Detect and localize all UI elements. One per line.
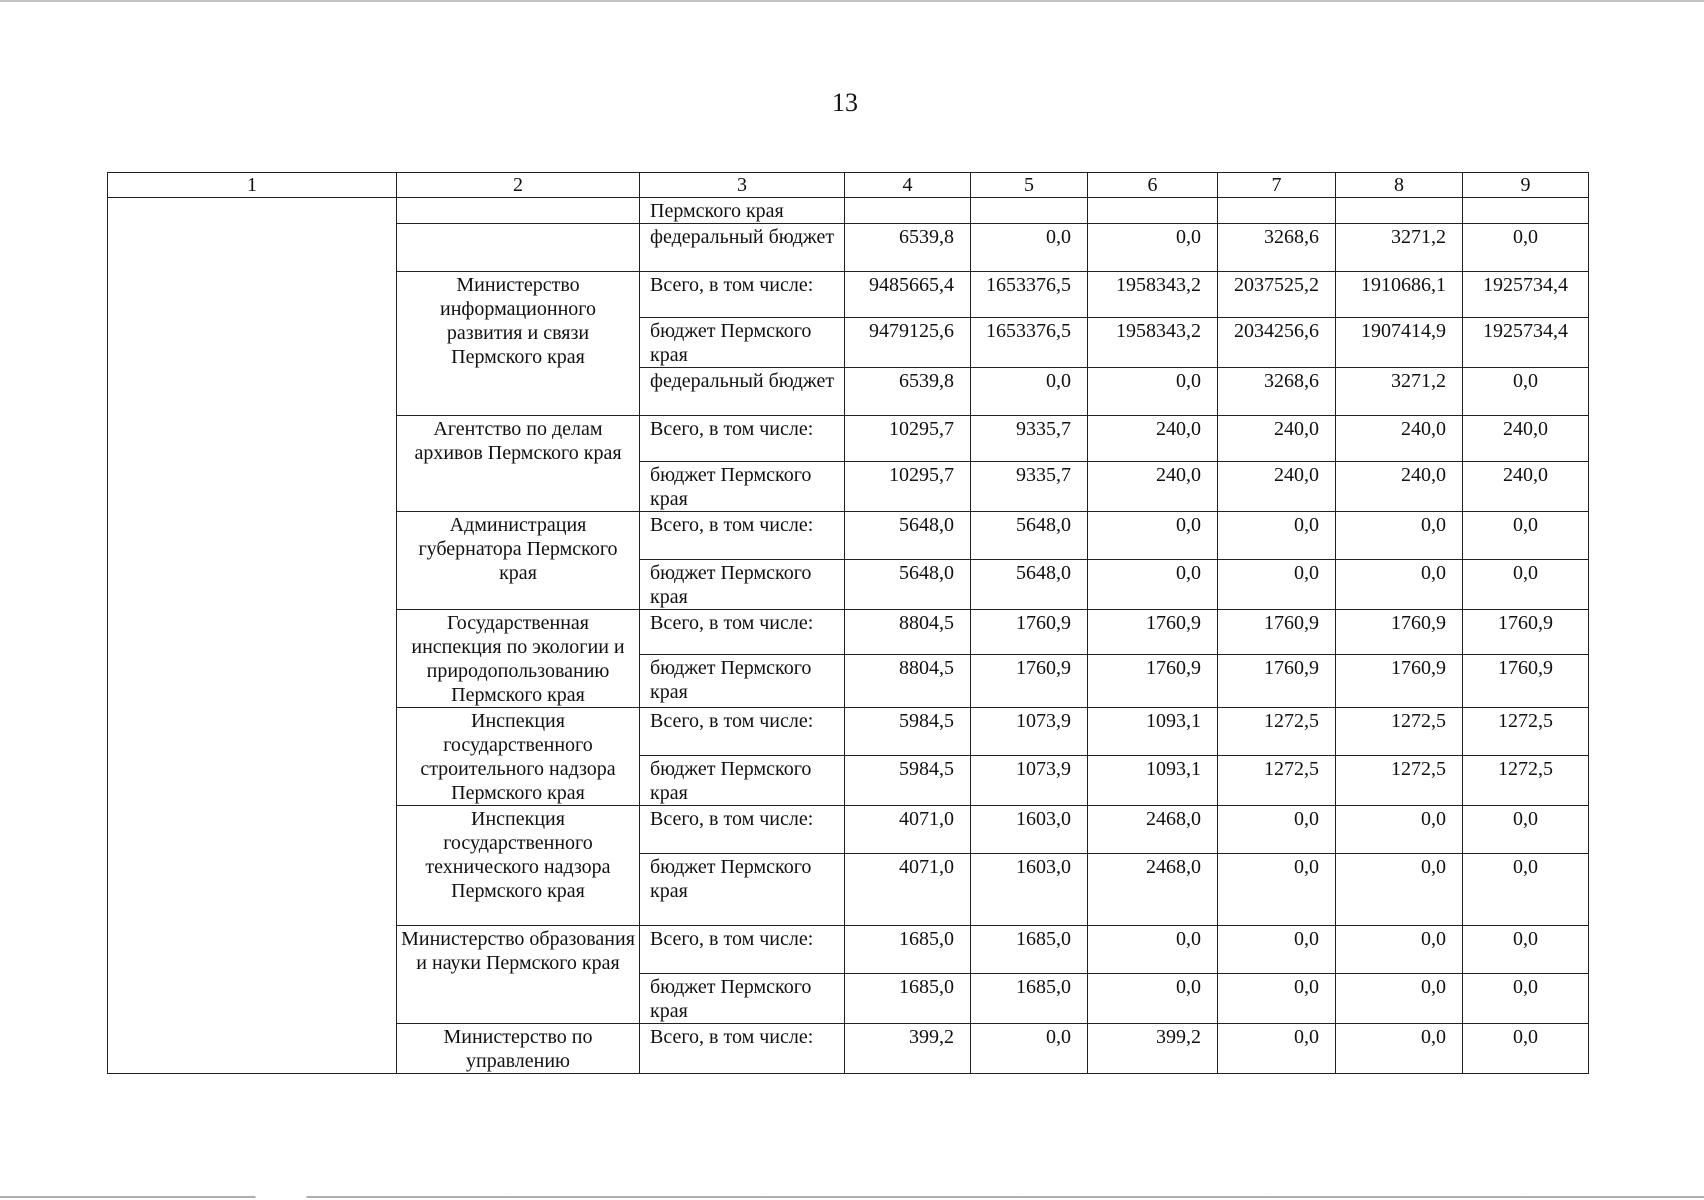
value-cell: 1760,9 bbox=[1218, 610, 1336, 655]
header-cell: 4 bbox=[845, 173, 971, 198]
value-cell: 1653376,5 bbox=[971, 272, 1088, 318]
scan-edge-top bbox=[0, 0, 1704, 2]
value-cell: 9485665,4 bbox=[845, 272, 971, 318]
header-cell: 2 bbox=[397, 173, 640, 198]
header-cell: 9 bbox=[1463, 173, 1589, 198]
value-cell: 0,0 bbox=[1463, 560, 1589, 610]
org-cell bbox=[397, 224, 640, 272]
value-cell: 1760,9 bbox=[1336, 610, 1463, 655]
value-cell: 1925734,4 bbox=[1463, 318, 1589, 368]
value-cell: 0,0 bbox=[1088, 926, 1218, 974]
value-cell: 0,0 bbox=[1218, 560, 1336, 610]
value-cell: 4071,0 bbox=[845, 854, 971, 926]
value-cell: 1093,1 bbox=[1088, 708, 1218, 756]
value-cell: 0,0 bbox=[1336, 806, 1463, 854]
funding-type-cell: бюджет Пермского края bbox=[640, 655, 845, 708]
value-cell: 0,0 bbox=[1088, 224, 1218, 272]
value-cell: 0,0 bbox=[1463, 368, 1589, 416]
funding-type-cell: Всего, в том числе: bbox=[640, 1024, 845, 1074]
value-cell: 5648,0 bbox=[845, 560, 971, 610]
scan-edge-bottom bbox=[0, 1196, 1704, 1198]
value-cell: 2037525,2 bbox=[1218, 272, 1336, 318]
org-name-cell: Администрация губернатора Пермского края bbox=[397, 512, 640, 610]
value-cell: 0,0 bbox=[1218, 926, 1336, 974]
value-cell: 0,0 bbox=[1463, 512, 1589, 560]
value-cell: 1685,0 bbox=[845, 974, 971, 1024]
value-cell: 0,0 bbox=[1088, 560, 1218, 610]
value-cell: 0,0 bbox=[1463, 974, 1589, 1024]
value-cell: 0,0 bbox=[1336, 1024, 1463, 1074]
value-cell: 1685,0 bbox=[845, 926, 971, 974]
org-name-cell: Министерство образования и науки Пермского края bbox=[397, 926, 640, 1024]
value-cell: 0,0 bbox=[1088, 974, 1218, 1024]
value-cell: 0,0 bbox=[1463, 854, 1589, 926]
value-cell: 1272,5 bbox=[1463, 708, 1589, 756]
value-cell: 8804,5 bbox=[845, 655, 971, 708]
value-cell: 10295,7 bbox=[845, 462, 971, 512]
value-cell: 5648,0 bbox=[845, 512, 971, 560]
header-cell: 5 bbox=[971, 173, 1088, 198]
value-cell: 399,2 bbox=[845, 1024, 971, 1074]
value-cell: 4071,0 bbox=[845, 806, 971, 854]
value-cell: 9479125,6 bbox=[845, 318, 971, 368]
value-cell: 1760,9 bbox=[1088, 655, 1218, 708]
value-cell: 3271,2 bbox=[1336, 224, 1463, 272]
value-cell: 2468,0 bbox=[1088, 806, 1218, 854]
value-cell: 1760,9 bbox=[1336, 655, 1463, 708]
value-cell: 10295,7 bbox=[845, 416, 971, 462]
org-name-cell: Министерство по управлению bbox=[397, 1024, 640, 1074]
value-cell: 0,0 bbox=[1463, 926, 1589, 974]
table-body bbox=[108, 173, 1589, 1074]
header-cell: 8 bbox=[1336, 173, 1463, 198]
value-cell: 0,0 bbox=[971, 368, 1088, 416]
value-cell: 240,0 bbox=[1218, 416, 1336, 462]
org-name-cell: Министерство информационного развития и связи Пермского края bbox=[397, 272, 640, 416]
value-cell: 1272,5 bbox=[1463, 756, 1589, 806]
value-cell: 1760,9 bbox=[1463, 610, 1589, 655]
funding-type-cell: бюджет Пермского края bbox=[640, 756, 845, 806]
value-cell: 1760,9 bbox=[971, 610, 1088, 655]
value-cell bbox=[1088, 198, 1218, 224]
value-cell: 0,0 bbox=[1088, 512, 1218, 560]
value-cell: 1760,9 bbox=[1088, 610, 1218, 655]
value-cell: 1272,5 bbox=[1218, 708, 1336, 756]
value-cell: 240,0 bbox=[1463, 462, 1589, 512]
funding-type-cell: бюджет Пермского края bbox=[640, 854, 845, 926]
value-cell: 3268,6 bbox=[1218, 368, 1336, 416]
value-cell: 0,0 bbox=[1463, 224, 1589, 272]
value-cell bbox=[1218, 198, 1336, 224]
value-cell: 0,0 bbox=[1218, 854, 1336, 926]
value-cell: 3268,6 bbox=[1218, 224, 1336, 272]
value-cell: 1760,9 bbox=[1463, 655, 1589, 708]
value-cell bbox=[1463, 198, 1589, 224]
value-cell: 0,0 bbox=[1336, 974, 1463, 1024]
header-cell: 6 bbox=[1088, 173, 1218, 198]
value-cell: 9335,7 bbox=[971, 462, 1088, 512]
value-cell: 1603,0 bbox=[971, 854, 1088, 926]
value-cell: 240,0 bbox=[1088, 416, 1218, 462]
value-cell: 1653376,5 bbox=[971, 318, 1088, 368]
org-name-cell: Инспекция государственного строительного надзора Пермского края bbox=[397, 708, 640, 806]
kind-cell: Пермского края bbox=[640, 198, 845, 224]
value-cell: 1958343,2 bbox=[1088, 272, 1218, 318]
value-cell: 9335,7 bbox=[971, 416, 1088, 462]
value-cell: 0,0 bbox=[1218, 512, 1336, 560]
header-cell: 3 bbox=[640, 173, 845, 198]
value-cell: 5984,5 bbox=[845, 708, 971, 756]
value-cell: 1925734,4 bbox=[1463, 272, 1589, 318]
value-cell: 1272,5 bbox=[1336, 708, 1463, 756]
org-name-cell: Государственная инспекция по экологии и природопользованию Пермского края bbox=[397, 610, 640, 708]
funding-type-cell: Всего, в том числе: bbox=[640, 416, 845, 462]
page-number: 13 bbox=[832, 88, 858, 117]
value-cell: 1093,1 bbox=[1088, 756, 1218, 806]
budget-table bbox=[107, 172, 1589, 1074]
value-cell: 1760,9 bbox=[971, 655, 1088, 708]
funding-type-cell: Всего, в том числе: bbox=[640, 610, 845, 655]
value-cell: 1685,0 bbox=[971, 926, 1088, 974]
kind-cell: федеральный бюджет bbox=[640, 224, 845, 272]
funding-type-cell: бюджет Пермского края bbox=[640, 462, 845, 512]
value-cell: 0,0 bbox=[1463, 806, 1589, 854]
value-cell: 0,0 bbox=[1218, 806, 1336, 854]
value-cell: 5648,0 bbox=[971, 560, 1088, 610]
value-cell: 0,0 bbox=[1336, 854, 1463, 926]
org-name-cell: Агентство по делам архивов Пермского края bbox=[397, 416, 640, 512]
value-cell: 240,0 bbox=[1463, 416, 1589, 462]
header-cell: 1 bbox=[108, 173, 397, 198]
funding-type-cell: Всего, в том числе: bbox=[640, 512, 845, 560]
value-cell: 5984,5 bbox=[845, 756, 971, 806]
value-cell: 6539,8 bbox=[845, 368, 971, 416]
funding-type-cell: Всего, в том числе: bbox=[640, 708, 845, 756]
value-cell: 1685,0 bbox=[971, 974, 1088, 1024]
value-cell: 0,0 bbox=[1336, 560, 1463, 610]
value-cell: 1603,0 bbox=[971, 806, 1088, 854]
header-cell: 7 bbox=[1218, 173, 1336, 198]
value-cell: 1910686,1 bbox=[1336, 272, 1463, 318]
value-cell bbox=[1336, 198, 1463, 224]
value-cell bbox=[845, 198, 971, 224]
value-cell: 3271,2 bbox=[1336, 368, 1463, 416]
value-cell: 2468,0 bbox=[1088, 854, 1218, 926]
value-cell: 1907414,9 bbox=[1336, 318, 1463, 368]
value-cell: 1272,5 bbox=[1336, 756, 1463, 806]
value-cell: 1760,9 bbox=[1218, 655, 1336, 708]
header-row bbox=[108, 173, 1589, 198]
value-cell: 240,0 bbox=[1336, 416, 1463, 462]
value-cell: 399,2 bbox=[1088, 1024, 1218, 1074]
funding-type-cell: Всего, в том числе: bbox=[640, 806, 845, 854]
value-cell: 240,0 bbox=[1218, 462, 1336, 512]
value-cell: 0,0 bbox=[1088, 368, 1218, 416]
value-cell: 0,0 bbox=[1336, 926, 1463, 974]
funding-type-cell: бюджет Пермского края bbox=[640, 974, 845, 1024]
value-cell: 0,0 bbox=[971, 224, 1088, 272]
value-cell: 1958343,2 bbox=[1088, 318, 1218, 368]
value-cell: 0,0 bbox=[1218, 1024, 1336, 1074]
value-cell: 8804,5 bbox=[845, 610, 971, 655]
funding-type-cell: федеральный бюджет bbox=[640, 368, 845, 416]
value-cell: 1272,5 bbox=[1218, 756, 1336, 806]
value-cell: 0,0 bbox=[1218, 974, 1336, 1024]
value-cell: 2034256,6 bbox=[1218, 318, 1336, 368]
org-name-cell: Инспекция государственного технического надзора Пермского края bbox=[397, 806, 640, 926]
funding-type-cell: бюджет Пермского края bbox=[640, 318, 845, 368]
funding-type-cell: бюджет Пермского края bbox=[640, 560, 845, 610]
funding-type-cell: Всего, в том числе: bbox=[640, 926, 845, 974]
column-1-cell bbox=[108, 198, 397, 1074]
funding-type-cell: Всего, в том числе: bbox=[640, 272, 845, 318]
table-row bbox=[108, 198, 1589, 224]
org-cell bbox=[397, 198, 640, 224]
value-cell: 240,0 bbox=[1088, 462, 1218, 512]
value-cell bbox=[971, 198, 1088, 224]
value-cell: 240,0 bbox=[1336, 462, 1463, 512]
value-cell: 5648,0 bbox=[971, 512, 1088, 560]
value-cell: 0,0 bbox=[971, 1024, 1088, 1074]
value-cell: 1073,9 bbox=[971, 756, 1088, 806]
value-cell: 1073,9 bbox=[971, 708, 1088, 756]
value-cell: 0,0 bbox=[1463, 1024, 1589, 1074]
value-cell: 0,0 bbox=[1336, 512, 1463, 560]
value-cell: 6539,8 bbox=[845, 224, 971, 272]
